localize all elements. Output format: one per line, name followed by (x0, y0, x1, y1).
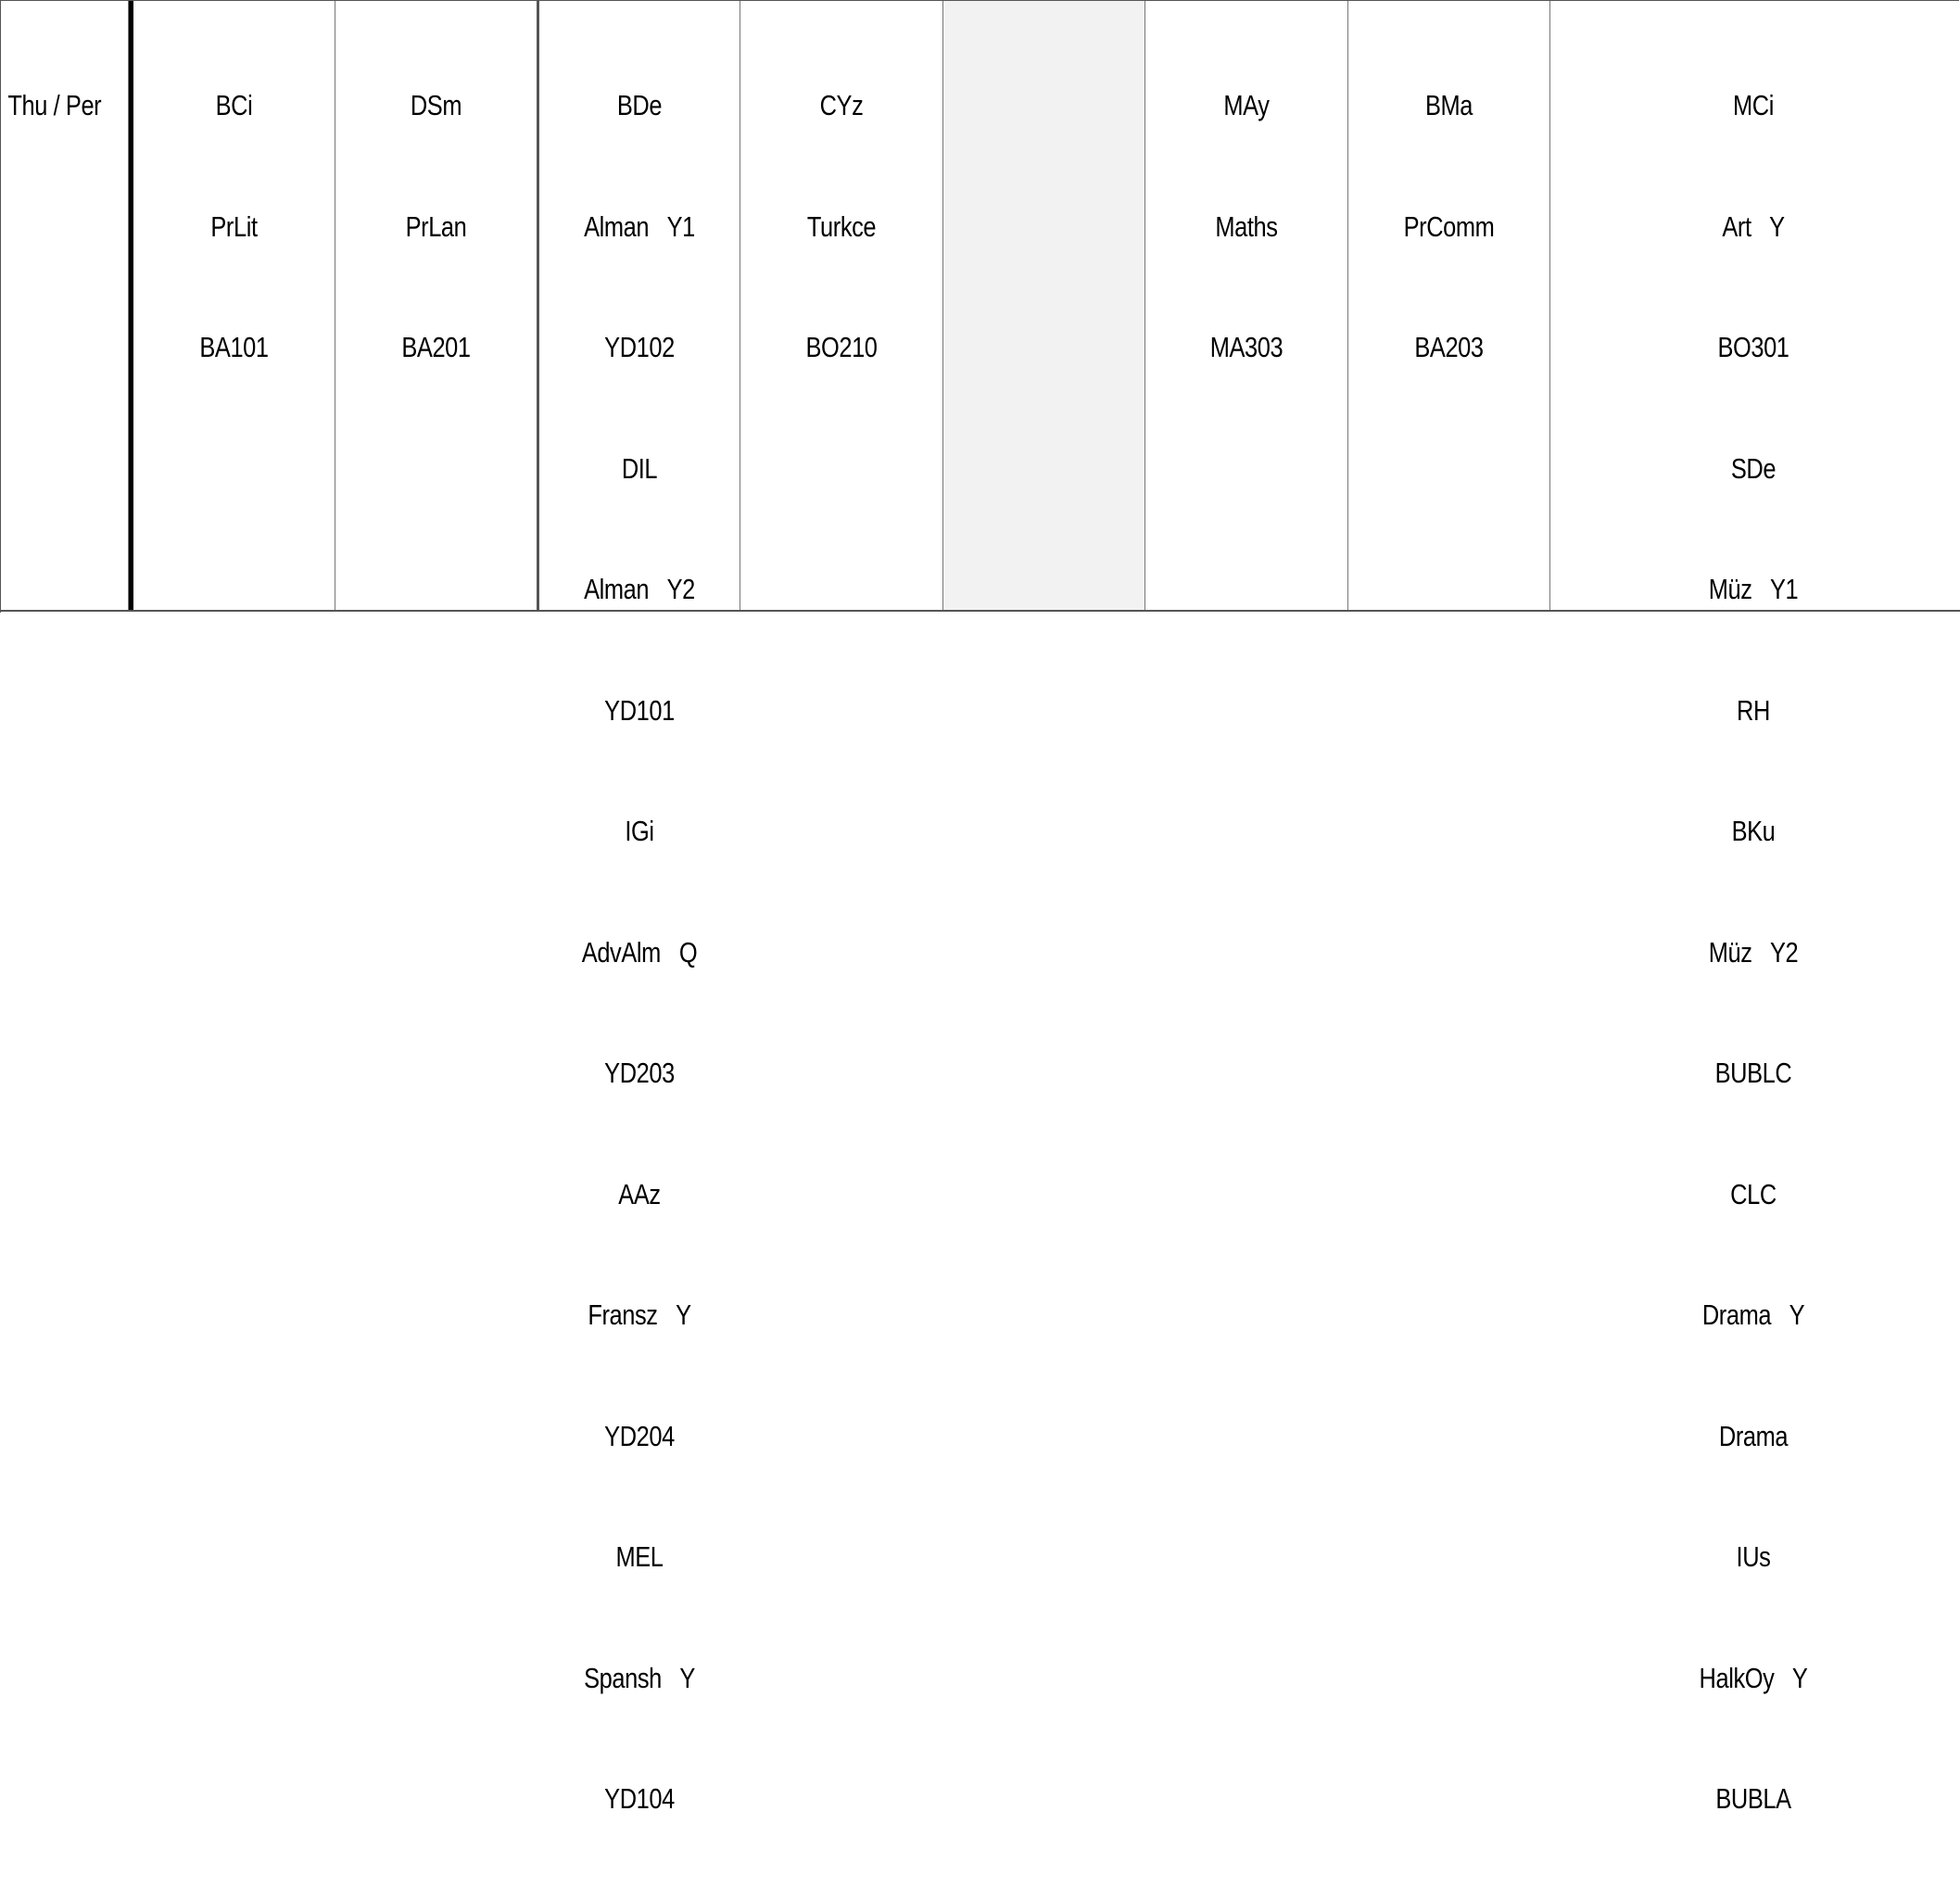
subject-name: Müz Y2 (1708, 935, 1799, 969)
subject-name: HalkOy Y (1699, 1661, 1808, 1694)
room-code: BUBLA (1715, 1782, 1791, 1815)
teacher-code: IUs (1736, 1540, 1771, 1573)
subject-name: Maths (1215, 209, 1278, 243)
period-cell-6[interactable] (1145, 1, 1348, 611)
teacher-code: DIL (621, 451, 658, 485)
period-cell-6-lines (1164, 1, 1330, 449)
room-code: BA101 (199, 331, 269, 363)
room-code: BO210 (805, 331, 878, 363)
teacher-code: SDe (1730, 451, 1777, 485)
teacher-code: BMa (1424, 89, 1473, 121)
subject-name: Spansh Y (584, 1661, 695, 1694)
room-code: BA203 (1414, 331, 1484, 363)
teacher-code: BKu (1731, 815, 1776, 847)
subject-name: Art Y (1722, 209, 1785, 243)
room-code: YD101 (604, 693, 675, 727)
teacher-code: RH (1737, 693, 1770, 727)
room-code: BA201 (401, 331, 471, 363)
subject-name: Alman Y1 (584, 209, 695, 243)
teacher-code: IGi (625, 815, 654, 847)
row-header-cell (1, 1, 129, 611)
period-cell-8[interactable] (1550, 1, 1956, 1815)
row-header-label: Thu / Per (7, 89, 102, 121)
subject-name: AdvAlm Q (581, 935, 698, 969)
subject-name: Drama Y (1701, 1298, 1805, 1331)
period-cell-4-lines (759, 1, 925, 449)
teacher-code: CLC (1730, 1177, 1777, 1210)
period-cell-1-lines (152, 1, 317, 449)
period-cell-2[interactable] (335, 1, 537, 611)
subject-name: Müz Y1 (1708, 573, 1799, 605)
period-cell-7[interactable] (1348, 1, 1550, 611)
period-cell-1[interactable] (133, 1, 335, 611)
subject-name: Turkce (806, 209, 877, 243)
room-code: BUBLC (1714, 1057, 1792, 1089)
teacher-code: AAz (618, 1177, 661, 1210)
teacher-code: BCi (215, 89, 253, 121)
period-cell-7-lines (1367, 1, 1532, 449)
teacher-code: MAy (1223, 89, 1270, 121)
teacher-code: BDe (616, 89, 663, 121)
room-code: YD203 (604, 1057, 675, 1089)
room-code: BO301 (1717, 331, 1789, 363)
subject-name: PrComm (1403, 209, 1495, 243)
room-code: MA303 (1209, 331, 1283, 363)
subject-name: Fransz Y (588, 1298, 691, 1331)
room-code: YD104 (604, 1782, 675, 1815)
period-cell-3-lines (557, 1, 721, 1900)
period-cell-2-lines (354, 1, 519, 449)
subject-name: PrLan (405, 209, 467, 243)
period-cell-4[interactable] (740, 1, 943, 611)
room-code: Drama (1718, 1419, 1789, 1452)
subject-name: PrLit (210, 209, 258, 243)
teacher-code: MCi (1733, 89, 1774, 121)
teacher-code: CYz (819, 89, 864, 121)
teacher-code: DSm (410, 89, 462, 121)
subject-name: Alman Y2 (584, 573, 695, 605)
period-cell-8-lines (1587, 1, 1919, 1900)
room-code: YD102 (604, 331, 675, 363)
period-cell-3[interactable] (539, 1, 740, 1815)
teacher-code: MEL (615, 1540, 664, 1573)
room-code: YD204 (604, 1419, 675, 1452)
next-row-edge (1, 612, 1960, 614)
row-header-text-list (1, 1, 105, 207)
period-cell-5-empty[interactable] (943, 1, 1145, 611)
